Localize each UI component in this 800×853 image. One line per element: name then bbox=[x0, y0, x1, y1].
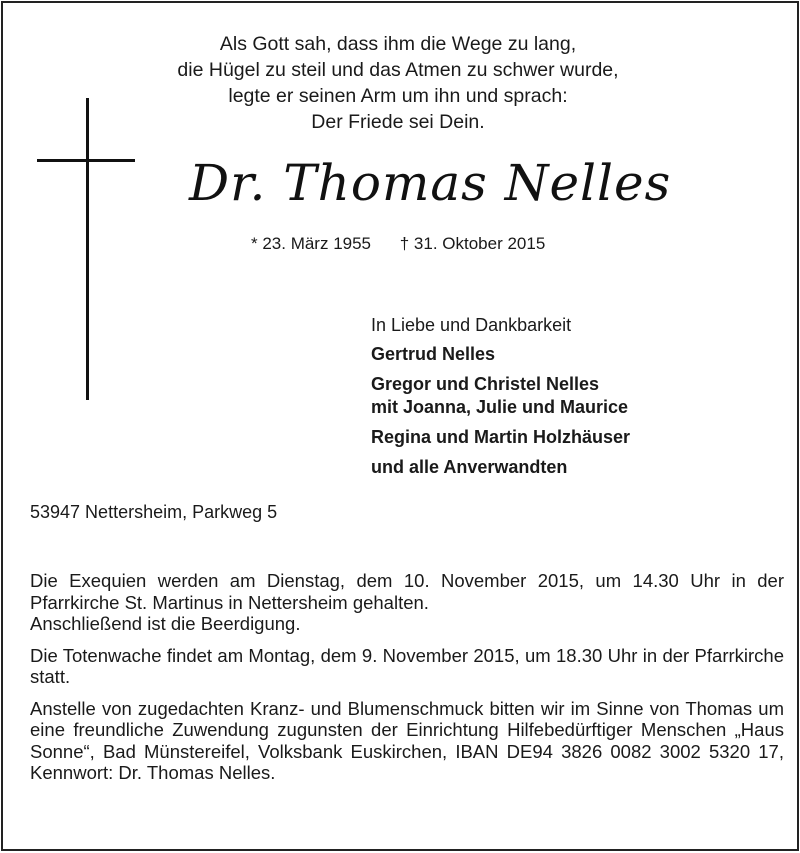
address: 53947 Nettersheim, Parkweg 5 bbox=[30, 502, 278, 522]
poem bbox=[3, 31, 793, 135]
totenwache-paragraph: Die Totenwache findet am Montag, dem 9. November 2015, um 18.30 Uhr in der Pfarrkirche statt. bbox=[30, 644, 784, 687]
mourner-name: Gregor und Christel Nelles bbox=[371, 374, 600, 394]
mourners-intro: In Liebe und Dankbarkeit bbox=[371, 315, 572, 335]
poem-line: die Hügel zu steil und das Atmen zu schwer wurde, bbox=[177, 59, 619, 81]
exequien-paragraph bbox=[30, 570, 784, 635]
poem-line: Der Friede sei Dein. bbox=[311, 111, 485, 133]
burial-text: Anschließend ist die Beerdigung. bbox=[30, 613, 301, 634]
mourner-name: und alle Anverwandten bbox=[371, 457, 568, 477]
mourner-name: Gertrud Nelles bbox=[371, 344, 496, 364]
exequien-text: Die Exequien werden am Dienstag, dem 10. November 2015, um 14.30 Uhr in der Pfarrkirche St. Martinus in Nettersheim gehalten. bbox=[30, 570, 784, 613]
obituary-notice bbox=[1, 1, 799, 851]
cross-icon bbox=[86, 98, 89, 400]
poem-line: Als Gott sah, dass ihm die Wege zu lang, bbox=[219, 33, 577, 55]
donation-paragraph: Anstelle von zugedachten Kranz- und Blumenschmuck bitten wir im Sinne von Thomas um eine freundliche Zuwendung zugunsten der Einrichtung Hilfebedürftiger Menschen „Haus Sonne“, Bad Münstereifel, Volksbank Euskirchen, IBAN DE94 3826 0082 3002 5320 17, Kennwort: Dr. Thomas Nelles. bbox=[30, 697, 784, 783]
death-date: † 31. Oktober 2015 bbox=[399, 234, 546, 253]
poem-line: legte er seinen Arm um ihn und sprach: bbox=[228, 85, 568, 107]
mourners bbox=[371, 313, 630, 479]
cross-icon-crossbar bbox=[37, 159, 135, 162]
birth-date: * 23. März 1955 bbox=[251, 234, 372, 253]
mourner-name: mit Joanna, Julie und Maurice bbox=[371, 397, 629, 417]
service-details bbox=[30, 570, 784, 794]
deceased-name: Dr. Thomas Nelles bbox=[189, 154, 672, 212]
mourner-name: Regina und Martin Holzhäuser bbox=[371, 427, 631, 447]
life-dates bbox=[251, 233, 545, 255]
